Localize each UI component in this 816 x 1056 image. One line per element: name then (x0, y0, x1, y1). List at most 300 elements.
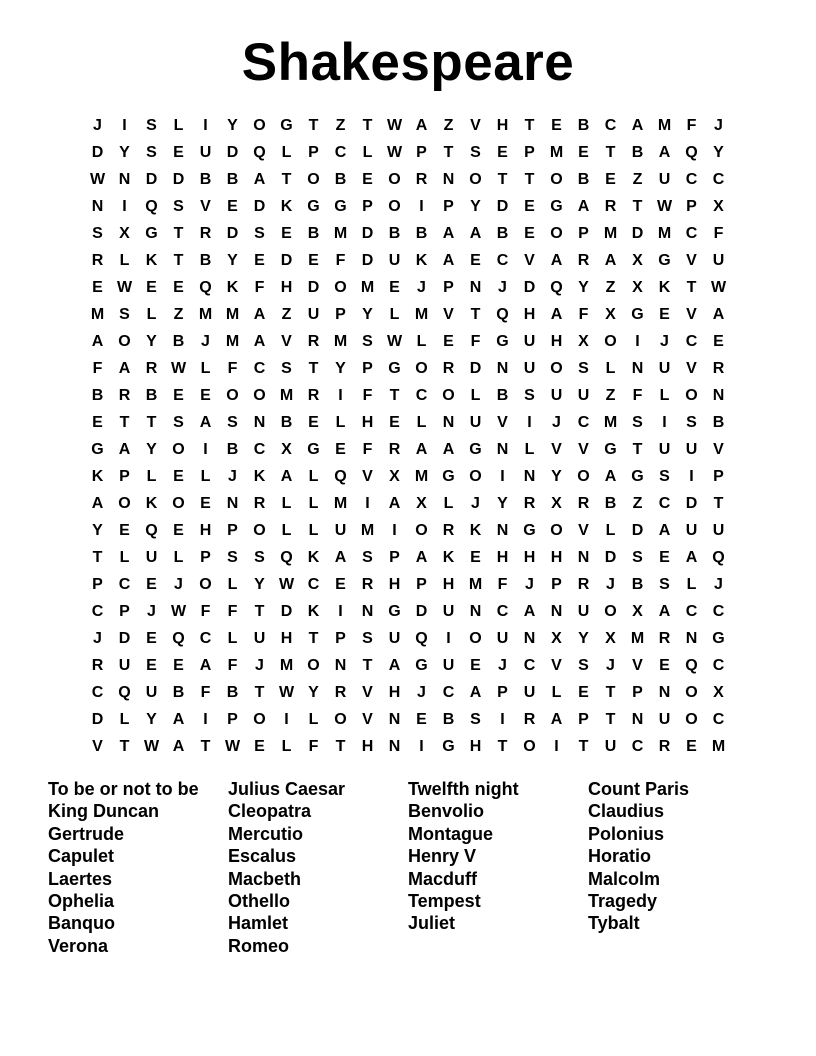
grid-letter[interactable]: M (225, 333, 240, 350)
grid-letter[interactable]: T (443, 144, 454, 161)
grid-letter[interactable]: G (631, 468, 644, 485)
grid-letter[interactable]: N (550, 603, 563, 620)
grid-letter[interactable]: M (360, 522, 375, 539)
grid-letter[interactable]: W (143, 738, 160, 755)
grid-letter[interactable]: P (308, 144, 319, 161)
grid-letter[interactable]: S (524, 387, 535, 404)
grid-letter[interactable]: N (91, 198, 104, 215)
grid-letter[interactable]: E (227, 198, 238, 215)
grid-letter[interactable]: O (550, 360, 563, 377)
grid-letter[interactable]: T (389, 387, 400, 404)
grid-letter[interactable]: L (281, 495, 292, 512)
grid-letter[interactable]: O (469, 630, 482, 647)
grid-letter[interactable]: E (173, 279, 184, 296)
grid-letter[interactable]: K (307, 549, 320, 566)
grid-letter[interactable]: A (199, 657, 212, 674)
grid-letter[interactable]: B (199, 171, 212, 188)
grid-letter[interactable]: E (605, 171, 616, 188)
grid-letter[interactable]: A (91, 495, 104, 512)
grid-letter[interactable]: P (200, 549, 211, 566)
grid-letter[interactable]: U (685, 441, 698, 458)
grid-letter[interactable]: W (386, 117, 403, 134)
grid-letter[interactable]: O (388, 171, 401, 188)
grid-letter[interactable]: K (658, 279, 671, 296)
grid-letter[interactable]: Q (118, 684, 131, 701)
grid-letter[interactable]: Z (173, 306, 184, 323)
grid-letter[interactable]: K (469, 522, 482, 539)
grid-letter[interactable]: A (658, 522, 671, 539)
grid-letter[interactable]: H (523, 306, 536, 323)
grid-letter[interactable]: A (685, 549, 698, 566)
grid-letter[interactable]: O (307, 171, 320, 188)
grid-letter[interactable]: T (524, 171, 535, 188)
grid-letter[interactable]: D (91, 144, 104, 161)
grid-letter[interactable]: H (361, 414, 374, 431)
grid-letter[interactable]: A (388, 495, 401, 512)
grid-letter[interactable]: E (470, 549, 481, 566)
grid-letter[interactable]: U (496, 630, 509, 647)
grid-letter[interactable]: D (631, 225, 644, 242)
grid-letter[interactable]: G (496, 333, 509, 350)
grid-letter[interactable]: E (713, 333, 724, 350)
grid-letter[interactable]: L (281, 522, 292, 539)
grid-letter[interactable]: E (497, 144, 508, 161)
grid-letter[interactable]: A (442, 225, 455, 242)
grid-letter[interactable]: C (658, 495, 671, 512)
grid-letter[interactable]: U (658, 171, 671, 188)
grid-letter[interactable]: E (173, 144, 184, 161)
grid-letter[interactable]: G (712, 630, 725, 647)
grid-letter[interactable]: J (498, 657, 507, 674)
grid-letter[interactable]: N (631, 360, 644, 377)
grid-letter[interactable]: H (388, 684, 401, 701)
grid-letter[interactable]: O (199, 576, 212, 593)
grid-letter[interactable]: Y (227, 252, 238, 269)
grid-letter[interactable]: K (280, 198, 293, 215)
grid-letter[interactable]: P (119, 603, 130, 620)
grid-letter[interactable]: G (469, 441, 482, 458)
grid-letter[interactable]: D (307, 279, 320, 296)
grid-letter[interactable]: K (307, 603, 320, 620)
grid-letter[interactable]: N (442, 414, 455, 431)
grid-letter[interactable]: P (497, 684, 508, 701)
grid-letter[interactable]: N (118, 171, 131, 188)
grid-letter[interactable]: O (442, 387, 455, 404)
grid-letter[interactable]: G (307, 441, 320, 458)
grid-letter[interactable]: O (388, 198, 401, 215)
grid-letter[interactable]: J (525, 576, 534, 593)
grid-letter[interactable]: X (281, 441, 292, 458)
grid-letter[interactable]: G (388, 360, 401, 377)
grid-letter[interactable]: M (414, 306, 429, 323)
grid-letter[interactable]: E (173, 657, 184, 674)
grid-letter[interactable]: M (198, 306, 213, 323)
grid-letter[interactable]: N (496, 441, 509, 458)
grid-letter[interactable]: M (414, 468, 429, 485)
grid-letter[interactable]: E (470, 657, 481, 674)
grid-letter[interactable]: E (308, 414, 319, 431)
grid-letter[interactable]: D (172, 171, 185, 188)
grid-letter[interactable]: L (605, 522, 616, 539)
grid-letter[interactable]: C (685, 225, 698, 242)
grid-letter[interactable]: L (416, 414, 427, 431)
grid-letter[interactable]: P (389, 549, 400, 566)
grid-letter[interactable]: I (554, 738, 559, 755)
grid-letter[interactable]: K (415, 252, 428, 269)
grid-letter[interactable]: A (550, 306, 563, 323)
grid-letter[interactable]: X (551, 495, 562, 512)
grid-letter[interactable]: B (577, 171, 590, 188)
grid-letter[interactable]: L (308, 468, 319, 485)
grid-letter[interactable]: H (523, 549, 536, 566)
grid-letter[interactable]: E (146, 279, 157, 296)
grid-letter[interactable]: T (497, 171, 508, 188)
grid-letter[interactable]: S (470, 144, 481, 161)
grid-letter[interactable]: N (388, 711, 401, 728)
grid-letter[interactable]: J (417, 279, 426, 296)
grid-letter[interactable]: A (550, 252, 563, 269)
grid-letter[interactable]: R (118, 387, 131, 404)
grid-letter[interactable]: U (199, 144, 212, 161)
grid-letter[interactable]: G (550, 198, 563, 215)
grid-letter[interactable]: B (226, 441, 239, 458)
grid-letter[interactable]: H (442, 576, 455, 593)
grid-letter[interactable]: R (523, 711, 536, 728)
grid-letter[interactable]: N (712, 387, 725, 404)
grid-letter[interactable]: O (226, 387, 239, 404)
grid-letter[interactable]: E (200, 495, 211, 512)
grid-letter[interactable]: U (712, 252, 725, 269)
grid-letter[interactable]: D (496, 198, 509, 215)
grid-letter[interactable]: S (362, 630, 373, 647)
grid-letter[interactable]: A (253, 306, 266, 323)
grid-letter[interactable]: P (416, 144, 427, 161)
grid-letter[interactable]: I (662, 414, 667, 431)
grid-letter[interactable]: V (92, 738, 103, 755)
grid-letter[interactable]: E (92, 279, 103, 296)
grid-letter[interactable]: C (307, 576, 320, 593)
grid-letter[interactable]: B (172, 684, 185, 701)
grid-letter[interactable]: O (415, 522, 428, 539)
grid-letter[interactable]: T (92, 549, 103, 566)
grid-letter[interactable]: T (632, 441, 643, 458)
grid-letter[interactable]: A (118, 360, 131, 377)
grid-letter[interactable]: Q (550, 279, 563, 296)
grid-letter[interactable]: E (551, 117, 562, 134)
grid-letter[interactable]: R (199, 225, 212, 242)
grid-letter[interactable]: S (578, 657, 589, 674)
grid-letter[interactable]: B (145, 387, 158, 404)
grid-letter[interactable]: T (632, 198, 643, 215)
grid-letter[interactable]: P (92, 576, 103, 593)
grid-letter[interactable]: L (308, 495, 319, 512)
grid-letter[interactable]: X (713, 198, 724, 215)
grid-letter[interactable]: U (658, 441, 671, 458)
grid-letter[interactable]: P (443, 198, 454, 215)
grid-letter[interactable]: V (497, 414, 508, 431)
grid-letter[interactable]: X (605, 630, 616, 647)
grid-letter[interactable]: T (254, 684, 265, 701)
grid-letter[interactable]: U (523, 360, 536, 377)
grid-letter[interactable]: W (656, 198, 673, 215)
grid-letter[interactable]: Q (712, 549, 725, 566)
grid-letter[interactable]: C (712, 711, 725, 728)
grid-letter[interactable]: C (685, 333, 698, 350)
grid-letter[interactable]: U (388, 252, 401, 269)
grid-letter[interactable]: S (92, 225, 103, 242)
grid-letter[interactable]: T (146, 414, 157, 431)
grid-letter[interactable]: N (658, 684, 671, 701)
grid-letter[interactable]: T (308, 630, 319, 647)
grid-letter[interactable]: T (605, 144, 616, 161)
grid-letter[interactable]: G (442, 738, 455, 755)
grid-letter[interactable]: Q (145, 198, 158, 215)
grid-letter[interactable]: R (523, 495, 536, 512)
grid-letter[interactable]: T (524, 117, 535, 134)
grid-letter[interactable]: F (92, 360, 103, 377)
grid-letter[interactable]: L (308, 711, 319, 728)
grid-letter[interactable]: G (334, 198, 347, 215)
grid-letter[interactable]: L (119, 711, 130, 728)
grid-letter[interactable]: J (201, 333, 210, 350)
grid-letter[interactable]: G (145, 225, 158, 242)
grid-letter[interactable]: O (685, 684, 698, 701)
grid-letter[interactable]: Z (632, 171, 643, 188)
grid-letter[interactable]: B (172, 333, 185, 350)
grid-letter[interactable]: I (635, 333, 640, 350)
grid-letter[interactable]: D (631, 522, 644, 539)
grid-letter[interactable]: A (604, 468, 617, 485)
grid-letter[interactable]: K (226, 279, 239, 296)
grid-letter[interactable]: E (281, 225, 292, 242)
grid-letter[interactable]: F (497, 576, 508, 593)
grid-letter[interactable]: L (659, 387, 670, 404)
grid-letter[interactable]: C (118, 576, 131, 593)
grid-letter[interactable]: C (91, 603, 104, 620)
grid-letter[interactable]: E (389, 279, 400, 296)
grid-letter[interactable]: I (122, 117, 127, 134)
grid-letter[interactable]: Q (199, 279, 212, 296)
grid-letter[interactable]: H (469, 738, 482, 755)
grid-letter[interactable]: S (173, 198, 184, 215)
grid-letter[interactable]: P (578, 711, 589, 728)
grid-letter[interactable]: L (551, 684, 562, 701)
grid-letter[interactable]: I (689, 468, 694, 485)
grid-letter[interactable]: C (712, 603, 725, 620)
grid-letter[interactable]: Y (146, 333, 157, 350)
grid-letter[interactable]: F (470, 333, 481, 350)
grid-letter[interactable]: V (281, 333, 292, 350)
grid-letter[interactable]: P (119, 468, 130, 485)
grid-letter[interactable]: Y (713, 144, 724, 161)
grid-letter[interactable]: U (442, 603, 455, 620)
grid-letter[interactable]: J (714, 576, 723, 593)
grid-letter[interactable]: C (253, 441, 266, 458)
grid-letter[interactable]: A (253, 333, 266, 350)
grid-letter[interactable]: F (335, 252, 346, 269)
grid-letter[interactable]: R (712, 360, 725, 377)
grid-letter[interactable]: T (119, 414, 130, 431)
grid-letter[interactable]: S (119, 306, 130, 323)
grid-letter[interactable]: I (203, 441, 208, 458)
grid-letter[interactable]: N (577, 549, 590, 566)
grid-letter[interactable]: L (470, 387, 481, 404)
grid-letter[interactable]: L (200, 468, 211, 485)
grid-letter[interactable]: L (119, 252, 130, 269)
grid-letter[interactable]: U (550, 387, 563, 404)
grid-letter[interactable]: X (389, 468, 400, 485)
grid-letter[interactable]: E (578, 684, 589, 701)
grid-letter[interactable]: Y (227, 117, 238, 134)
grid-letter[interactable]: G (280, 117, 293, 134)
grid-letter[interactable]: A (631, 117, 644, 134)
grid-letter[interactable]: L (227, 576, 238, 593)
grid-letter[interactable]: I (365, 495, 370, 512)
grid-letter[interactable]: R (91, 252, 104, 269)
grid-letter[interactable]: H (550, 333, 563, 350)
grid-letter[interactable]: N (523, 468, 536, 485)
grid-letter[interactable]: L (227, 630, 238, 647)
grid-letter[interactable]: N (253, 414, 266, 431)
grid-letter[interactable]: T (686, 279, 697, 296)
grid-letter[interactable]: L (389, 306, 400, 323)
grid-letter[interactable]: R (145, 360, 158, 377)
grid-letter[interactable]: K (253, 468, 266, 485)
grid-letter[interactable]: N (388, 738, 401, 755)
grid-letter[interactable]: J (471, 495, 480, 512)
grid-letter[interactable]: C (199, 630, 212, 647)
grid-letter[interactable]: H (550, 549, 563, 566)
grid-letter[interactable]: P (443, 279, 454, 296)
grid-letter[interactable]: S (686, 414, 697, 431)
grid-letter[interactable]: E (524, 198, 535, 215)
grid-letter[interactable]: H (388, 576, 401, 593)
grid-letter[interactable]: S (227, 414, 238, 431)
grid-letter[interactable]: L (524, 441, 535, 458)
grid-letter[interactable]: S (470, 711, 481, 728)
grid-letter[interactable]: I (419, 198, 424, 215)
grid-letter[interactable]: R (307, 387, 320, 404)
grid-letter[interactable]: M (603, 414, 618, 431)
grid-letter[interactable]: T (200, 738, 211, 755)
grid-letter[interactable]: M (657, 225, 672, 242)
grid-letter[interactable]: W (386, 144, 403, 161)
grid-letter[interactable]: E (146, 657, 157, 674)
grid-letter[interactable]: X (713, 684, 724, 701)
grid-letter[interactable]: O (172, 495, 185, 512)
grid-letter[interactable]: A (118, 441, 131, 458)
grid-letter[interactable]: A (550, 711, 563, 728)
grid-letter[interactable]: L (605, 360, 616, 377)
grid-letter[interactable]: R (361, 576, 374, 593)
grid-letter[interactable]: B (631, 144, 644, 161)
grid-letter[interactable]: V (200, 198, 211, 215)
grid-letter[interactable]: D (361, 225, 374, 242)
grid-letter[interactable]: X (578, 333, 589, 350)
grid-letter[interactable]: E (335, 576, 346, 593)
grid-letter[interactable]: O (523, 738, 536, 755)
grid-letter[interactable]: P (335, 306, 346, 323)
grid-letter[interactable]: U (685, 522, 698, 539)
grid-letter[interactable]: T (308, 360, 319, 377)
grid-letter[interactable]: W (278, 576, 295, 593)
grid-letter[interactable]: T (713, 495, 724, 512)
grid-letter[interactable]: I (203, 117, 208, 134)
grid-letter[interactable]: A (415, 441, 428, 458)
grid-letter[interactable]: M (279, 657, 294, 674)
grid-letter[interactable]: M (279, 387, 294, 404)
grid-letter[interactable]: K (145, 495, 158, 512)
grid-letter[interactable]: L (281, 144, 292, 161)
grid-letter[interactable]: Z (335, 117, 346, 134)
grid-letter[interactable]: E (659, 549, 670, 566)
grid-letter[interactable]: Y (362, 306, 373, 323)
grid-letter[interactable]: A (658, 603, 671, 620)
grid-letter[interactable]: Y (578, 630, 589, 647)
grid-letter[interactable]: E (659, 657, 670, 674)
grid-letter[interactable]: J (174, 576, 183, 593)
grid-letter[interactable]: L (173, 117, 184, 134)
grid-letter[interactable]: P (362, 198, 373, 215)
grid-letter[interactable]: J (93, 117, 102, 134)
grid-letter[interactable]: A (388, 657, 401, 674)
grid-letter[interactable]: I (500, 468, 505, 485)
grid-letter[interactable]: O (577, 468, 590, 485)
grid-letter[interactable]: E (578, 144, 589, 161)
grid-letter[interactable]: R (577, 252, 590, 269)
grid-letter[interactable]: A (172, 711, 185, 728)
grid-letter[interactable]: L (200, 360, 211, 377)
grid-letter[interactable]: A (442, 441, 455, 458)
grid-letter[interactable]: P (713, 468, 724, 485)
grid-letter[interactable]: E (146, 630, 157, 647)
grid-letter[interactable]: V (686, 252, 697, 269)
grid-letter[interactable]: D (469, 360, 482, 377)
grid-letter[interactable]: I (284, 711, 289, 728)
grid-letter[interactable]: U (577, 603, 590, 620)
grid-letter[interactable]: F (362, 441, 373, 458)
grid-letter[interactable]: Y (578, 279, 589, 296)
grid-letter[interactable]: A (172, 738, 185, 755)
grid-letter[interactable]: B (577, 117, 590, 134)
grid-letter[interactable]: O (334, 279, 347, 296)
grid-letter[interactable]: U (145, 549, 158, 566)
grid-letter[interactable]: F (362, 387, 373, 404)
grid-letter[interactable]: G (442, 468, 455, 485)
grid-letter[interactable]: V (632, 657, 643, 674)
grid-letter[interactable]: V (551, 441, 562, 458)
grid-letter[interactable]: A (442, 252, 455, 269)
grid-letter[interactable]: X (632, 603, 643, 620)
grid-letter[interactable]: X (632, 279, 643, 296)
grid-letter[interactable]: W (278, 684, 295, 701)
grid-letter[interactable]: N (361, 603, 374, 620)
grid-letter[interactable]: G (658, 252, 671, 269)
grid-letter[interactable]: T (119, 738, 130, 755)
grid-letter[interactable]: K (442, 549, 455, 566)
grid-letter[interactable]: M (333, 495, 348, 512)
grid-letter[interactable]: O (253, 711, 266, 728)
grid-letter[interactable]: L (146, 306, 157, 323)
grid-letter[interactable]: I (338, 387, 343, 404)
grid-letter[interactable]: V (470, 117, 481, 134)
grid-letter[interactable]: C (334, 144, 347, 161)
grid-letter[interactable]: F (227, 603, 238, 620)
grid-letter[interactable]: V (443, 306, 454, 323)
grid-letter[interactable]: O (550, 171, 563, 188)
grid-letter[interactable]: I (527, 414, 532, 431)
grid-letter[interactable]: T (173, 252, 184, 269)
